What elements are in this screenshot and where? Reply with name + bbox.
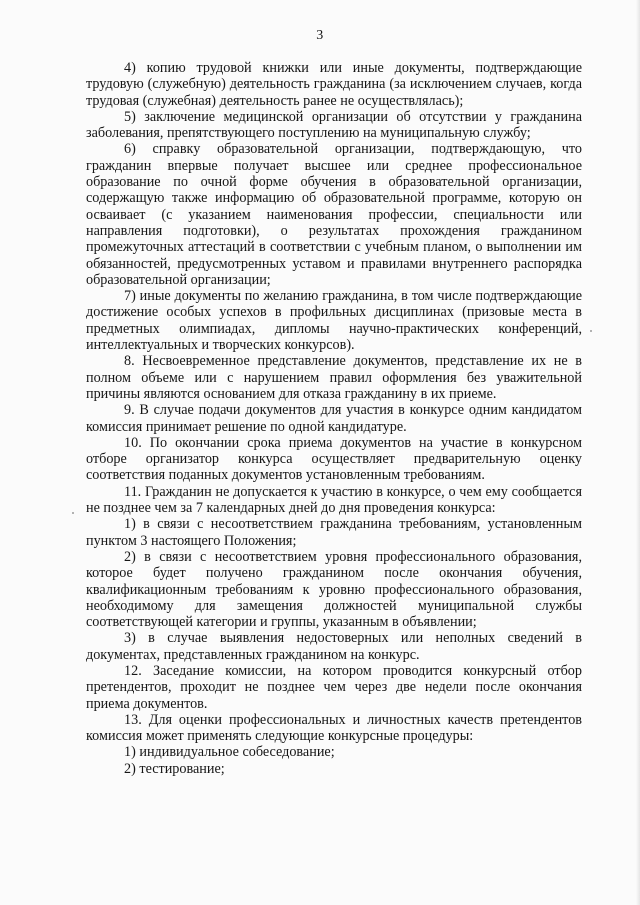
scan-speck [72, 512, 74, 514]
document-body [86, 60, 582, 777]
paragraph-clause-8-late-submission: 8. Несвоевременное представление документов, представление их не в полном объеме или с нарушением правил оформления без уважительной причины являются основанием для отказа гражданину в их приеме. [86, 353, 582, 402]
paragraph-clause-10-preliminary-assessment: 10. По окончании срока приема документов на участие в конкурсном отборе организатор конкурса осуществляет предварительную оценку соответствия поданных документов установленным требованиям. [86, 434, 582, 484]
paragraph-clause-11-admission-refusal: 11. Гражданин не допускается к участию в конкурсе, о чем ему сообщается не позднее чем за 7 календарных дней до дня проведения конкурса: [86, 483, 582, 517]
paragraph-clause-13-competition-procedures: 13. Для оценки профессиональных и личностных качеств претендентов комиссия может применять следующие конкурсные процедуры: [86, 711, 582, 745]
paragraph-clause-9-single-candidate: 9. В случае подачи документов для участия в конкурсе одним кандидатом комиссия принимает решение по одной кандидатуре. [86, 402, 582, 435]
paragraph-item-5-medical-conclusion: 5) заключение медицинской организации об отсутствии у гражданина заболевания, препятствующего поступлению на муниципальную службу; [86, 108, 582, 142]
paragraph-item-6-education-certificate: 6) справку образовательной организации, подтверждающую, что гражданин впервые получает высшее или среднее профессиональное образование по очной форме обучения в образовательной организации, содержащую также информацию об образовательной программе, которую он осваивает (с указанием наименования профессии, специальности или направления подготовки), о результатах прохождения гражданином промежуточных аттестаций в соответствии с учебным планом, о выполнении им обязанностей, предусмотренных уставом и правилами внутреннего распорядка образовательной организации; [86, 141, 582, 288]
page-number: 3 [316, 28, 324, 43]
paragraph-refusal-reason-2: 2) в связи с несоответствием уровня профессионального образования, которое будет получено гражданином после окончания обучения, квалификационным требованиям к уровню профессионального образования, необходимому для замещения должностей муниципальной службы соответствующей категории и группы, указанным в объявлении; [86, 548, 582, 631]
scan-speck [590, 330, 592, 332]
scan-edge-shadow [636, 0, 640, 905]
paragraph-item-4-employment-record: 4) копию трудовой книжки или иные документы, подтверждающие трудовую (служебную) деятельность гражданина (за исключением случаев, когда трудовая (служебная) деятельность ранее не осуществлялась); [86, 60, 582, 109]
paragraph-refusal-reason-1: 1) в связи с несоответствием гражданина требованиям, установленным пунктом 3 настоящего Положения; [86, 516, 582, 549]
paragraph-refusal-reason-3: 3) в случае выявления недостоверных или неполных сведений в документах, представленных гражданином на конкурс. [86, 630, 582, 663]
paragraph-procedure-1-interview: 1) индивидуальное собеседование; [124, 744, 335, 761]
paragraph-procedure-2-testing: 2) тестирование; [124, 760, 225, 777]
paragraph-item-7-other-documents: 7) иные документы по желанию гражданина, в том числе подтверждающие достижение особых успехов в профильных дисциплинах (призовые места в предметных олимпиадах, дипломы научно-практических конференций, интеллектуальных и творческих конкурсов). [86, 288, 582, 354]
paragraph-clause-12-commission-meeting: 12. Заседание комиссии, на котором проводится конкурсный отбор претендентов, проходит не позднее чем через две недели после окончания приема документов. [86, 662, 582, 712]
